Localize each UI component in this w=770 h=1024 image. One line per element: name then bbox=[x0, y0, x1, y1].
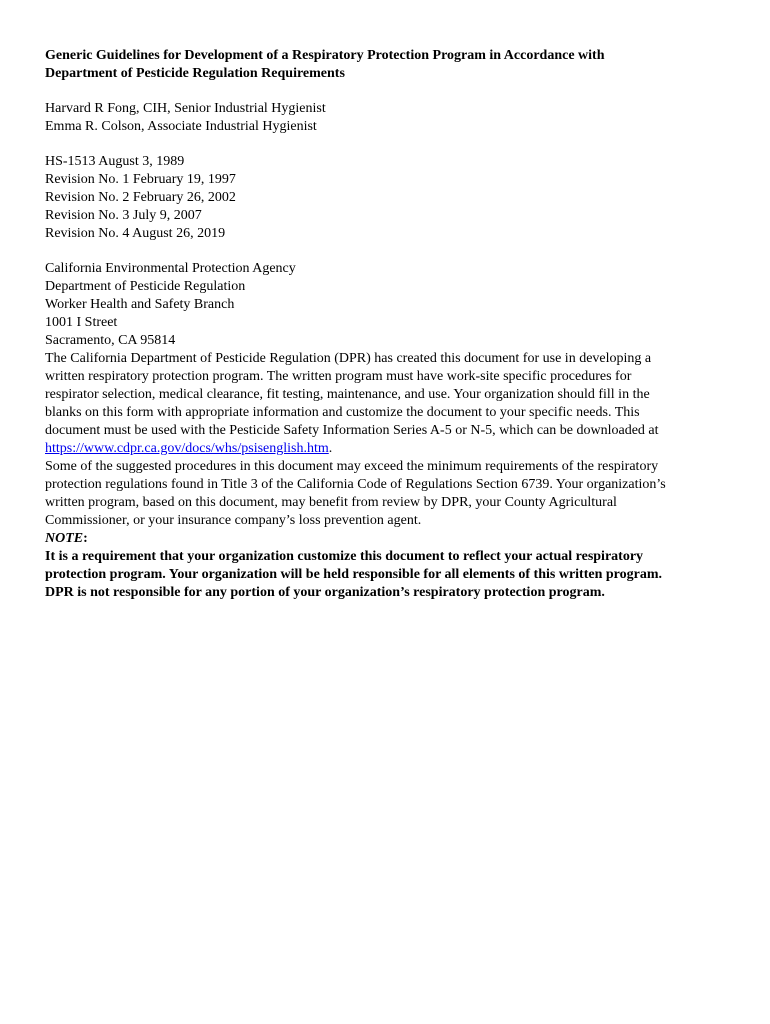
suggest-line: Some of the suggested procedures in this document may exceed the minimum requirements of the respiratory bbox=[45, 459, 659, 474]
authors-block bbox=[45, 100, 730, 136]
suggest-line: written program, based on this document, may benefit from review by DPR, your County Agricultural bbox=[45, 495, 617, 510]
intro-line: blanks on this form with appropriate information and customize the document to your specific needs. This bbox=[45, 405, 640, 420]
title-line: Department of Pesticide Regulation Requirements bbox=[45, 66, 345, 81]
note-line: It is a requirement that your organization customize this document to reflect your actual respiratory bbox=[45, 549, 644, 564]
author-line: Harvard R Fong, CIH, Senior Industrial Hygienist bbox=[45, 101, 326, 116]
link-suffix: . bbox=[328, 441, 333, 456]
agency-line: Department of Pesticide Regulation bbox=[45, 279, 246, 294]
psi-english-link[interactable]: https://www.cdpr.ca.gov/docs/whs/psisenglish.htm bbox=[45, 441, 329, 456]
intro-line: respirator selection, medical clearance, fit testing, maintenance, and use. Your organization should fill in the bbox=[45, 387, 650, 402]
suggest-line: protection regulations found in Title 3 of the California Code of Regulations Section 6739. Your organization’s bbox=[45, 477, 666, 492]
revisions-block bbox=[45, 153, 730, 243]
agency-address-block bbox=[45, 260, 730, 350]
revision-line: Revision No. 3 July 9, 2007 bbox=[45, 208, 202, 223]
revision-line: Revision No. 2 February 26, 2002 bbox=[45, 190, 236, 205]
note-label: NOTE bbox=[45, 531, 84, 546]
author-line: Emma R. Colson, Associate Industrial Hygienist bbox=[45, 119, 317, 134]
title-line: Generic Guidelines for Development of a Respiratory Protection Program in Accordance with bbox=[45, 48, 605, 63]
document-content bbox=[45, 47, 730, 602]
suggest-line: Commissioner, or your insurance company’s loss prevention agent. bbox=[45, 513, 422, 528]
agency-line: Worker Health and Safety Branch bbox=[45, 297, 235, 312]
intro-link-line bbox=[45, 440, 730, 458]
note-line: DPR is not responsible for any portion of your organization’s respiratory protection program. bbox=[45, 585, 605, 600]
document-title bbox=[45, 47, 730, 83]
intro-line: The California Department of Pesticide Regulation (DPR) has created this document for use in developing a bbox=[45, 351, 652, 366]
agency-line: Sacramento, CA 95814 bbox=[45, 333, 176, 348]
intro-paragraph bbox=[45, 350, 730, 458]
note-section bbox=[45, 530, 730, 602]
agency-line: 1001 I Street bbox=[45, 315, 118, 330]
intro-line: document must be used with the Pesticide Safety Information Series A-5 or N-5, which can be downloaded at bbox=[45, 423, 659, 438]
note-line: protection program. Your organization will be held responsible for all elements of this written program. bbox=[45, 567, 663, 582]
revision-line: Revision No. 4 August 26, 2019 bbox=[45, 226, 226, 241]
revision-line: HS-1513 August 3, 1989 bbox=[45, 154, 185, 169]
note-heading bbox=[45, 530, 730, 548]
suggestions-paragraph bbox=[45, 458, 730, 530]
revision-line: Revision No. 1 February 19, 1997 bbox=[45, 172, 236, 187]
note-colon: : bbox=[83, 531, 88, 546]
intro-line: written respiratory protection program. The written program must have work-site specific procedures for bbox=[45, 369, 632, 384]
agency-line: California Environmental Protection Agency bbox=[45, 261, 296, 276]
